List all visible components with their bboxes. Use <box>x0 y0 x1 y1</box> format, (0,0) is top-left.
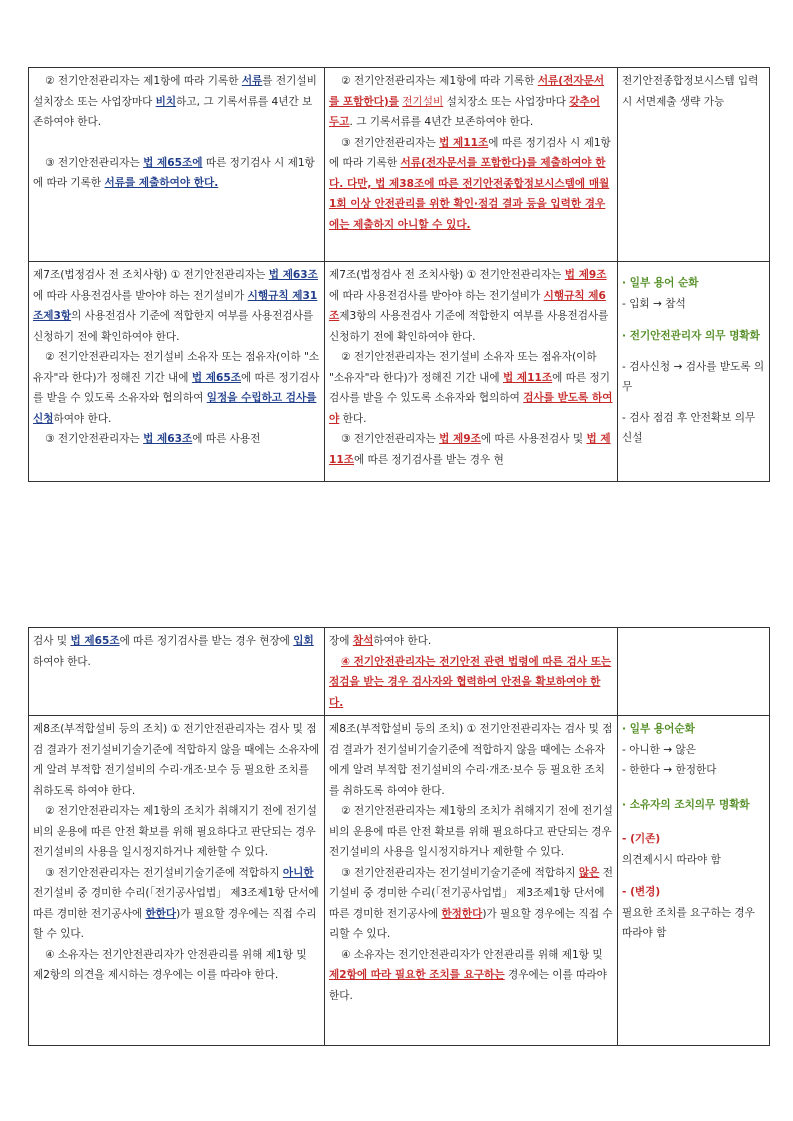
highlight-text: 한한다 <box>145 907 177 920</box>
text: 장에 <box>329 635 353 647</box>
highlight-text: 검사를 받도록 하여야 <box>329 392 613 425</box>
text: )가 필요할 경우에는 직접 수리할 수 있다. <box>329 907 613 940</box>
table-row <box>29 262 770 482</box>
highlight-text: 법 제63조 <box>268 269 318 281</box>
highlight-text: 아니한 <box>282 866 314 879</box>
paragraph <box>329 347 613 429</box>
text: 에 따른 사용전 <box>192 433 261 445</box>
highlight-text: ④ 전기안전관리자는 전기안전 관련 법령에 따른 검사 또는 점검을 받는 경우 검사자와 협력하여 안전을 확보하여야 한다. <box>329 655 612 709</box>
text: 에 따라 사용전검사를 받아야 하는 전기설비가 <box>33 289 248 302</box>
paragraph <box>329 945 613 1007</box>
paragraph <box>329 133 613 236</box>
text: ② 전기안전관리자는 전기설비 소유자 또는 점유자(이하 "소유자"라 한다)가 정해진 기간 내에 <box>33 351 320 384</box>
highlight-text: 법 제9조 <box>564 269 607 281</box>
note-text: - 아니한 → 않은 <box>622 743 696 756</box>
current-text-cell <box>29 262 325 482</box>
text: ③ 전기안전관리자는 전기설비기술기준에 적합하지 <box>45 866 283 879</box>
table-row <box>29 68 770 262</box>
text: 에 따른 정기검사를 받을 수 있도록 소유자와 협의하여 <box>329 371 611 404</box>
paragraph <box>33 631 320 672</box>
paragraph <box>329 652 613 714</box>
paragraph: ② 전기안전관리자는 제1항의 조치가 취해지기 전에 전기설비의 운용에 따른 안전 확보를 위해 필요하다고 판단되는 경우 전기설비의 사용을 일시정지하거나 제한할 수 있다. <box>329 805 613 858</box>
amended-text-cell <box>325 628 618 716</box>
highlight-text: 서류(전자문서를 포함한다)를 제출하여야 한다. 다만, 법 제38조에 따른 전기안전종합정보시스템에 매월 1회 이상 안전관리를 위한 확인·점검 결과 등을 입력한 경우에는 제출하지 아니할 수 있다. <box>329 157 610 231</box>
paragraph <box>33 347 320 429</box>
paragraph: ④ 소유자는 전기안전관리자가 안전관리를 위해 제1항 및 제2항의 의견을 제시하는 경우에는 이를 따라야 한다. <box>33 948 307 981</box>
paragraph <box>329 429 613 470</box>
current-text-cell <box>29 628 325 716</box>
note-label: - (변경) <box>622 886 661 898</box>
note-heading: · 일부 용어순화 <box>622 723 695 735</box>
highlight-text: 비치 <box>155 95 177 108</box>
note-text: 필요한 조치를 요구하는 경우 따라야 함 <box>622 906 755 939</box>
text: 전기설비 중 경미한 수리(「전기공사업법」 제3조제1항 단서에 따른 경미한 전기공사에 <box>33 887 319 920</box>
current-text-cell <box>29 716 325 1046</box>
highlight-text: 시행규칙 제6조 <box>329 289 606 322</box>
highlight-text: 법 제65조 <box>191 371 242 384</box>
amended-text-cell <box>325 716 618 1046</box>
highlight-text: 일정을 수립하고 검사를 신청 <box>33 392 317 425</box>
highlight-text: 법 제11조 <box>502 371 553 384</box>
highlight-text: 전기설비 <box>402 95 444 108</box>
note-text: - 입회 → 참석 <box>622 297 686 310</box>
current-text-cell <box>29 68 325 262</box>
text: 에 따른 정기검사를 받을 수 있도록 소유자와 협의하여 <box>33 371 320 404</box>
amended-text-cell <box>325 68 618 262</box>
highlight-text: 법 제63조 <box>143 433 193 445</box>
note-heading: · 소유자의 조치의무 명확화 <box>622 798 750 811</box>
comparison-table-bottom <box>28 627 770 1046</box>
text: 제7조(법정검사 전 조치사항) ① 전기안전관리자는 <box>329 269 565 281</box>
text: 에 따른 정기검사를 받는 경우 현장에 <box>119 635 294 647</box>
text: ③ 전기안전관리자는 전기설비기술기준에 적합하지 <box>341 866 579 879</box>
highlight-text: 서류(전자문서를 포함한다)를 <box>329 75 605 108</box>
paragraph <box>33 265 320 347</box>
highlight-text: 법 제9조 <box>439 433 481 445</box>
note-cell <box>618 262 770 482</box>
highlight-text: 한정한다 <box>441 907 483 920</box>
paragraph <box>33 863 320 945</box>
highlight-text: 법 제65조에 <box>143 156 203 169</box>
text: 설치장소 또는 사업장마다 <box>443 95 570 108</box>
highlight-text: 서류를 제출하여야 한다. <box>104 177 219 189</box>
amended-text-cell <box>325 262 618 482</box>
paragraph: ② 전기안전관리자는 제1항의 조치가 취해지기 전에 전기설비의 운용에 따른 안전 확보를 위해 필요하다고 판단되는 경우 전기설비의 사용을 일시정지하거나 제한할 수 있다. <box>33 805 317 858</box>
note-text: - 검사 점검 후 안전확보 의무 신설 <box>622 411 756 444</box>
paragraph: 제8조(부적합설비 등의 조치) ① 전기안전관리자는 검사 및 점검 결과가 전기설비기술기준에 적합하지 않을 때에는 소유자에게 알려 부적합 전기설비의 수리·개조·보수 등 필요한 조치를 취하도록 하여야 한다. <box>33 723 320 797</box>
note-text: - 한한다 → 한정한다 <box>622 764 717 776</box>
paragraph <box>329 71 613 133</box>
note-heading: · 전기안전관리자 의무 명확화 <box>622 330 760 342</box>
text: 따른 정기검사 시 제1항에 따라 기록한 <box>33 156 315 189</box>
highlight-text: 참석 <box>352 635 374 647</box>
note-cell <box>618 716 770 1046</box>
comparison-table-top <box>28 67 770 482</box>
note-label: - (기존) <box>622 833 661 845</box>
paragraph <box>329 863 613 945</box>
text: 에 따른 정기검사 시 제1항에 따라 기록한 <box>329 136 611 169</box>
highlight-text: 제2항에 따라 필요한 조치를 요구하는 <box>329 969 505 981</box>
text: 에 따른 정기검사를 받는 경우 현 <box>353 453 504 466</box>
text: 에 따른 사용전검사 및 <box>480 433 587 445</box>
text: 제3항의 사용전검사 기준에 적합한지 여부를 사용전검사를 신청하기 전에 확인하여야 한다. <box>329 310 609 343</box>
text: ③ 전기안전관리자는 <box>45 156 144 169</box>
text: 의 사용전검사 기준에 적합한지 여부를 사용전검사를 신청하기 전에 확인하여야 한다. <box>33 310 314 343</box>
text: 를 전기설비 설치장소 또는 사업장마다 <box>33 75 317 108</box>
text: 하여야 한다. <box>373 635 432 647</box>
table-row <box>29 628 770 716</box>
note-text: - 검사신청 → 검사를 받도록 의무 <box>622 360 765 393</box>
text: ③ 전기안전관리자는 <box>45 433 144 445</box>
text: )가 필요할 경우에는 직접 수리할 수 있다. <box>33 907 317 940</box>
paragraph <box>329 631 613 652</box>
text: ② 전기안전관리자는 전기설비 소유자 또는 점유자(이하 "소유자"라 한다)가 정해진 기간 내에 <box>329 351 597 384</box>
text: 한다. <box>339 412 367 425</box>
text: 에 따라 사용전검사를 받아야 하는 전기설비가 <box>329 289 544 302</box>
note-text: 의견제시시 따라야 함 <box>622 853 721 866</box>
paragraph <box>33 153 320 194</box>
text: 경우에는 이를 따라야 한다. <box>329 969 607 1002</box>
highlight-text: 않은 <box>578 866 600 879</box>
text: 검사 및 <box>33 635 71 647</box>
table-row <box>29 716 770 1046</box>
highlight-text: 서류 <box>241 75 263 87</box>
note-text: 전기안전종합정보시스템 입력시 서면제출 생략 가능 <box>622 75 759 108</box>
text: 전기설비 중 경미한 수리(「전기공사업법」 제3조제1항 단서에 따른 경미한 전기공사에 <box>329 866 613 920</box>
note-heading: · 일부 용어 순화 <box>622 277 699 289</box>
text: ④ 소유자는 전기안전관리자가 안전관리를 위해 제1항 및 <box>341 948 603 961</box>
paragraph <box>329 265 613 347</box>
note-cell <box>618 628 770 716</box>
highlight-text: 갖추어 두고 <box>329 95 600 128</box>
highlight-text: 입회 <box>293 635 314 647</box>
highlight-text: 법 제65조 <box>70 635 120 647</box>
paragraph: 제8조(부적합설비 등의 조치) ① 전기안전관리자는 검사 및 점검 결과가 전기설비기술기준에 적합하지 않을 때에는 소유자에게 알려 부적합 전기설비의 수리·개조·보수 등 필요한 조치를 취하도록 하여야 한다. <box>329 723 613 797</box>
paragraph <box>33 71 320 133</box>
text: 제7조(법정검사 전 조치사항) ① 전기안전관리자는 <box>33 269 269 281</box>
text: ③ 전기안전관리자는 <box>341 433 440 445</box>
text: ③ 전기안전관리자는 <box>341 136 440 149</box>
highlight-text: 법 제11조 <box>329 433 611 466</box>
highlight-text: 시행규칙 제31조제3항 <box>33 289 318 322</box>
note-cell <box>618 68 770 262</box>
text: ② 전기안전관리자는 제1항에 따라 기록한 <box>45 75 242 87</box>
text: . 그 기록서류를 4년간 보존하여야 한다. <box>349 116 534 128</box>
highlight-text: 법 제11조 <box>439 136 489 149</box>
text: 하고, 그 기록서류를 4년간 보존하여야 한다. <box>33 95 313 128</box>
text: ② 전기안전관리자는 제1항에 따라 기록한 <box>341 75 538 87</box>
paragraph <box>33 429 320 450</box>
text: 하여야 한다. <box>53 412 112 425</box>
text: 하여야 한다. <box>33 655 91 668</box>
